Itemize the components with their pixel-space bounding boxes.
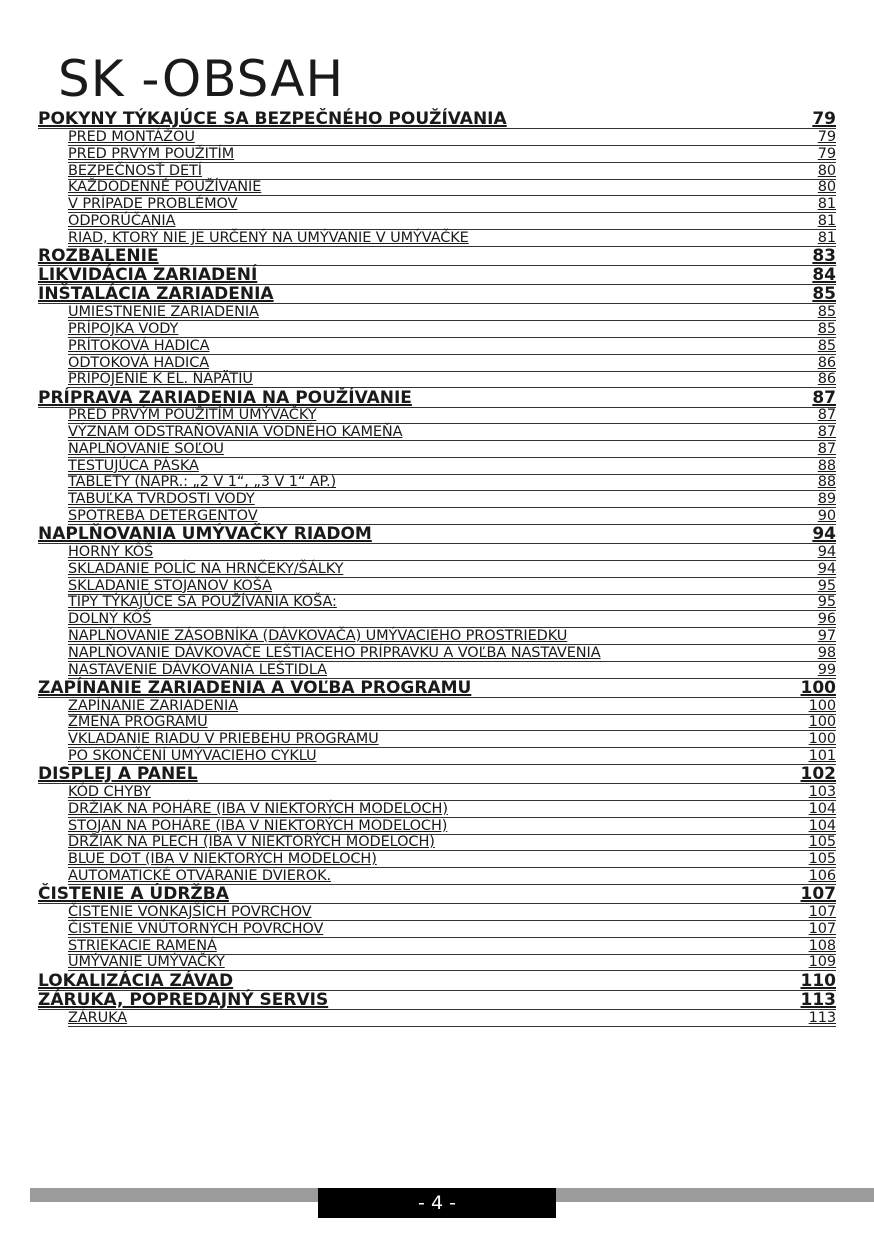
toc-subsection-entry[interactable] xyxy=(68,731,836,748)
toc-subsection-entry[interactable] xyxy=(68,196,836,213)
toc-entry-page: 113 xyxy=(800,989,836,1010)
toc-subsection-entry[interactable] xyxy=(68,408,836,425)
toc-subsection-entry[interactable] xyxy=(68,611,836,628)
toc-entry-page: 86 xyxy=(817,371,836,388)
toc-entry-label: KÓD CHYBY xyxy=(68,784,151,800)
toc-entry-label: VÝZNAM ODSTRAŇOVANIA VODNÉHO KAMEŇA xyxy=(68,424,403,441)
toc-entry-label: STOJAN NA POHÁRE (IBA V NIEKTORÝCH MODELOCH) xyxy=(68,817,448,834)
toc-entry-label: TESTUJÚCA PÁSKA xyxy=(68,457,199,474)
toc-entry-label: POKYNY TÝKAJÚCE SA BEZPEČNÉHO POUŽÍVANIA xyxy=(38,109,507,130)
toc-entry-label: SKLADANIE POLÍC NA HRNČEKY/ŠÁLKY xyxy=(68,560,344,577)
toc-section-entry[interactable] xyxy=(38,679,836,698)
toc-entry-page: 86 xyxy=(817,354,836,371)
toc-entry-page: 88 xyxy=(817,474,836,491)
toc-subsection-entry[interactable] xyxy=(68,508,836,525)
toc-entry-page: 87 xyxy=(812,387,836,408)
toc-entry-label: NASTAVENIE DÁVKOVANIA LEŠTIDLA xyxy=(68,661,327,678)
toc-section-entry[interactable] xyxy=(38,885,836,904)
toc-entry-page: 102 xyxy=(800,764,836,785)
toc-entry-page: 85 xyxy=(817,337,836,354)
toc-subsection-entry[interactable] xyxy=(68,1010,836,1027)
toc-entry-page: 79 xyxy=(817,128,836,145)
toc-subsection-entry[interactable] xyxy=(68,355,836,372)
page-number: - 4 - xyxy=(418,1192,456,1214)
toc-entry-page: 80 xyxy=(817,179,836,196)
toc-entry-page: 81 xyxy=(817,196,836,213)
toc-entry-page: 100 xyxy=(808,731,836,748)
toc-entry-page: 87 xyxy=(817,407,836,424)
toc-subsection-entry[interactable] xyxy=(68,938,836,955)
toc-entry-page: 109 xyxy=(808,954,836,971)
toc-entry-page: 94 xyxy=(812,524,836,545)
toc-entry-page: 89 xyxy=(817,491,836,508)
toc-entry-page: 99 xyxy=(817,661,836,678)
toc-entry-label: KAŽDODENNÉ POUŽÍVANIE xyxy=(68,179,262,196)
toc-entry-label: ČISTENIE A ÚDRŽBA xyxy=(38,884,229,905)
toc-entry-label: ROZBALENIE xyxy=(38,245,159,266)
toc-subsection-entry[interactable] xyxy=(68,818,836,835)
toc-entry-page: 107 xyxy=(800,884,836,905)
toc-entry-page: 98 xyxy=(817,644,836,661)
toc-entry-label: AUTOMATICKÉ OTVÁRANIE DVIEROK. xyxy=(68,867,331,884)
toc-entry-label: TIPY TÝKAJÚCE SA POUŽÍVANIA KOŠA: xyxy=(68,594,337,611)
toc-section-entry[interactable] xyxy=(38,765,836,784)
toc-section-entry[interactable] xyxy=(38,110,836,129)
toc-subsection-entry[interactable] xyxy=(68,163,836,180)
toc-entry-page: 88 xyxy=(817,457,836,474)
toc-section-entry[interactable] xyxy=(38,525,836,544)
toc-entry-label: SPOTREBA DETERGENTOV xyxy=(68,508,258,525)
toc-entry-label: ODTOKOVÁ HADICA xyxy=(68,354,210,371)
toc-entry-label: LIKVIDÁCIA ZARIADENÍ xyxy=(38,265,258,286)
page-title: SK -OBSAH xyxy=(58,50,345,108)
toc-subsection-entry[interactable] xyxy=(68,338,836,355)
toc-entry-page: 110 xyxy=(800,970,836,991)
toc-entry-label: PRÍPRAVA ZARIADENIA NA POUŽÍVANIE xyxy=(38,387,412,408)
toc-entry-label: VKLADANIE RIADU V PRIEBEHU PROGRAMU xyxy=(68,731,379,748)
toc-entry-label: INŠTALÁCIA ZARIADENIA xyxy=(38,284,274,305)
toc-subsection-entry[interactable] xyxy=(68,628,836,645)
toc-entry-label: RIAD, KTORÝ NIE JE URČENÝ NA UMÝVANIE V UMÝVAČKE xyxy=(68,229,469,246)
toc-entry-page: 96 xyxy=(817,611,836,628)
toc-entry-page: 80 xyxy=(817,162,836,179)
toc-entry-label: NAPLŇOVANIE ZÁSOBNÍKA (DÁVKOVAČA) UMÝVACIEHO PROSTRIEDKU xyxy=(68,628,568,645)
toc-subsection-entry[interactable] xyxy=(68,321,836,338)
toc-entry-label: V PRÍPADE PROBLÉMOV xyxy=(68,196,238,213)
toc-section-entry[interactable] xyxy=(38,285,836,304)
toc-entry-label: PRED PRVÝM POUŽITÍM UMÝVAČKY xyxy=(68,407,317,424)
toc-subsection-entry[interactable] xyxy=(68,372,836,389)
toc-subsection-entry[interactable] xyxy=(68,441,836,458)
toc-subsection-entry[interactable] xyxy=(68,129,836,146)
toc-entry-label: ZMENA PROGRAMU xyxy=(68,714,208,731)
toc-subsection-entry[interactable] xyxy=(68,748,836,765)
toc-entry-page: 79 xyxy=(817,145,836,162)
toc-subsection-entry[interactable] xyxy=(68,904,836,921)
toc-entry-label: BEZPEČNOSŤ DETÍ xyxy=(68,162,202,179)
toc-entry-page: 90 xyxy=(817,508,836,525)
toc-section-entry[interactable] xyxy=(38,991,836,1010)
toc-section-entry[interactable] xyxy=(38,266,836,285)
toc-subsection-entry[interactable] xyxy=(68,304,836,321)
toc-subsection-entry[interactable] xyxy=(68,698,836,715)
toc-subsection-entry[interactable] xyxy=(68,561,836,578)
toc-entry-page: 95 xyxy=(817,594,836,611)
toc-subsection-entry[interactable] xyxy=(68,424,836,441)
toc-entry-label: NAPLŇOVANIE DÁVKOVAČE LEŠTIACEHO PRÍPRAVKU A VOĽBA NASTAVENIA xyxy=(68,644,601,661)
toc-entry-page: 100 xyxy=(800,677,836,698)
toc-entry-page: 85 xyxy=(812,284,836,305)
footer-page-box xyxy=(318,1188,556,1218)
toc-entry-label: PRED PRVÝM POUŽITÍM xyxy=(68,145,235,162)
toc-section-entry[interactable] xyxy=(38,247,836,266)
toc-entry-label: HORNÝ KÔŠ xyxy=(68,544,154,561)
toc-subsection-entry[interactable] xyxy=(68,213,836,230)
toc-entry-label: ZAPÍNANIE ZARIADENIA A VOĽBA PROGRAMU xyxy=(38,677,472,698)
toc-entry-page: 107 xyxy=(808,903,836,920)
toc-subsection-entry[interactable] xyxy=(68,851,836,868)
toc-entry-label: PRIPOJENIE K EL. NAPÄTIU xyxy=(68,371,253,388)
toc-entry-page: 81 xyxy=(817,212,836,229)
toc-subsection-entry[interactable] xyxy=(68,578,836,595)
toc-entry-page: 81 xyxy=(817,229,836,246)
toc-entry-page: 108 xyxy=(808,937,836,954)
toc-entry-page: 94 xyxy=(817,544,836,561)
toc-entry-label: PRÍPOJKA VODY xyxy=(68,320,179,337)
toc-entry-page: 105 xyxy=(808,834,836,851)
toc-entry-page: 87 xyxy=(817,440,836,457)
toc-subsection-entry[interactable] xyxy=(68,230,836,247)
toc-entry-page: 79 xyxy=(812,109,836,130)
toc-subsection-entry[interactable] xyxy=(68,868,836,885)
toc-entry-label: ČISTENIE VONKAJŠÍCH POVRCHOV xyxy=(68,903,312,920)
toc-entry-label: NAPLŇOVANIA UMÝVAČKY RIADOM xyxy=(38,524,372,545)
toc-subsection-entry[interactable] xyxy=(68,784,836,801)
toc-entry-page: 104 xyxy=(808,817,836,834)
toc-entry-page: 85 xyxy=(817,320,836,337)
toc-subsection-entry[interactable] xyxy=(68,645,836,662)
toc-subsection-entry[interactable] xyxy=(68,662,836,679)
toc-entry-label: STRIEKACIE RAMENÁ xyxy=(68,937,217,954)
toc-entry-label: DRŽIAK NA POHÁRE (IBA V NIEKTORÝCH MODELOCH) xyxy=(68,800,448,817)
toc-entry-label: NAPLŇOVANIE SOĽOU xyxy=(68,440,224,457)
toc-subsection-entry[interactable] xyxy=(68,458,836,475)
toc-entry-label: SKLADANIE STOJANOV KOŠA xyxy=(68,577,272,594)
toc-entry-page: 84 xyxy=(812,265,836,286)
toc-entry-page: 100 xyxy=(808,697,836,714)
toc-subsection-entry[interactable] xyxy=(68,180,836,197)
toc-entry-page: 105 xyxy=(808,851,836,868)
toc-entry-page: 83 xyxy=(812,245,836,266)
toc-entry-label: PRED MONTÁŽOU xyxy=(68,128,195,145)
toc-section-entry[interactable] xyxy=(38,971,836,990)
toc-entry-page: 87 xyxy=(817,424,836,441)
toc-entry-page: 101 xyxy=(808,748,836,765)
toc-entry-label: PO SKONČENÍ UMÝVACIEHO CYKLU xyxy=(68,748,317,765)
toc-entry-label: BLUE DOT (IBA V NIEKTORÝCH MODELOCH) xyxy=(68,851,377,868)
toc-entry-page: 113 xyxy=(808,1009,836,1026)
toc-entry-label: TABLETY (NAPR.: „2 V 1“, „3 V 1“ AP.) xyxy=(68,474,337,491)
toc-subsection-entry[interactable] xyxy=(68,835,836,852)
toc-entry-label: ZÁRUKA xyxy=(68,1009,128,1026)
toc-subsection-entry[interactable] xyxy=(68,955,836,972)
toc-section-entry[interactable] xyxy=(38,388,836,407)
toc-entry-label: UMÝVANIE UMÝVAČKY xyxy=(68,954,225,971)
toc-entry-page: 97 xyxy=(817,628,836,645)
toc-entry-page: 94 xyxy=(817,560,836,577)
toc-subsection-entry[interactable] xyxy=(68,595,836,612)
toc-subsection-entry[interactable] xyxy=(68,544,836,561)
toc-entry-label: UMIESTNENIE ZARIADENIA xyxy=(68,304,259,321)
toc-subsection-entry[interactable] xyxy=(68,801,836,818)
toc-entry-page: 106 xyxy=(808,867,836,884)
toc-entry-page: 100 xyxy=(808,714,836,731)
toc-subsection-entry[interactable] xyxy=(68,146,836,163)
toc-entry-label: ZÁRUKA, POPREDAJNÝ SERVIS xyxy=(38,989,329,1010)
toc-entry-label: ZAPÍNANIE ZARIADENIA xyxy=(68,697,239,714)
toc-entry-label: DOLNÝ KÔŠ xyxy=(68,611,152,628)
toc-entry-label: PRÍTOKOVÁ HADICA xyxy=(68,337,210,354)
toc-subsection-entry[interactable] xyxy=(68,715,836,732)
toc-subsection-entry[interactable] xyxy=(68,475,836,492)
toc-subsection-entry[interactable] xyxy=(68,491,836,508)
table-of-contents xyxy=(38,110,836,1027)
toc-entry-label: DISPLEJ A PANEL xyxy=(38,764,198,785)
toc-entry-label: TABUĽKA TVRDOSTI VODY xyxy=(68,491,255,508)
toc-entry-page: 85 xyxy=(817,304,836,321)
toc-entry-label: LOKALIZÁCIA ZÁVAD xyxy=(38,970,234,991)
toc-entry-page: 107 xyxy=(808,920,836,937)
toc-entry-page: 104 xyxy=(808,800,836,817)
toc-entry-page: 103 xyxy=(808,784,836,800)
toc-entry-label: ODPORÚČANIA xyxy=(68,212,176,229)
toc-subsection-entry[interactable] xyxy=(68,921,836,938)
toc-entry-label: DRŽIAK NA PLECH (IBA V NIEKTORÝCH MODELOCH) xyxy=(68,834,435,851)
toc-entry-label: ČISTENIE VNÚTORNÝCH POVRCHOV xyxy=(68,920,324,937)
toc-entry-page: 95 xyxy=(817,577,836,594)
